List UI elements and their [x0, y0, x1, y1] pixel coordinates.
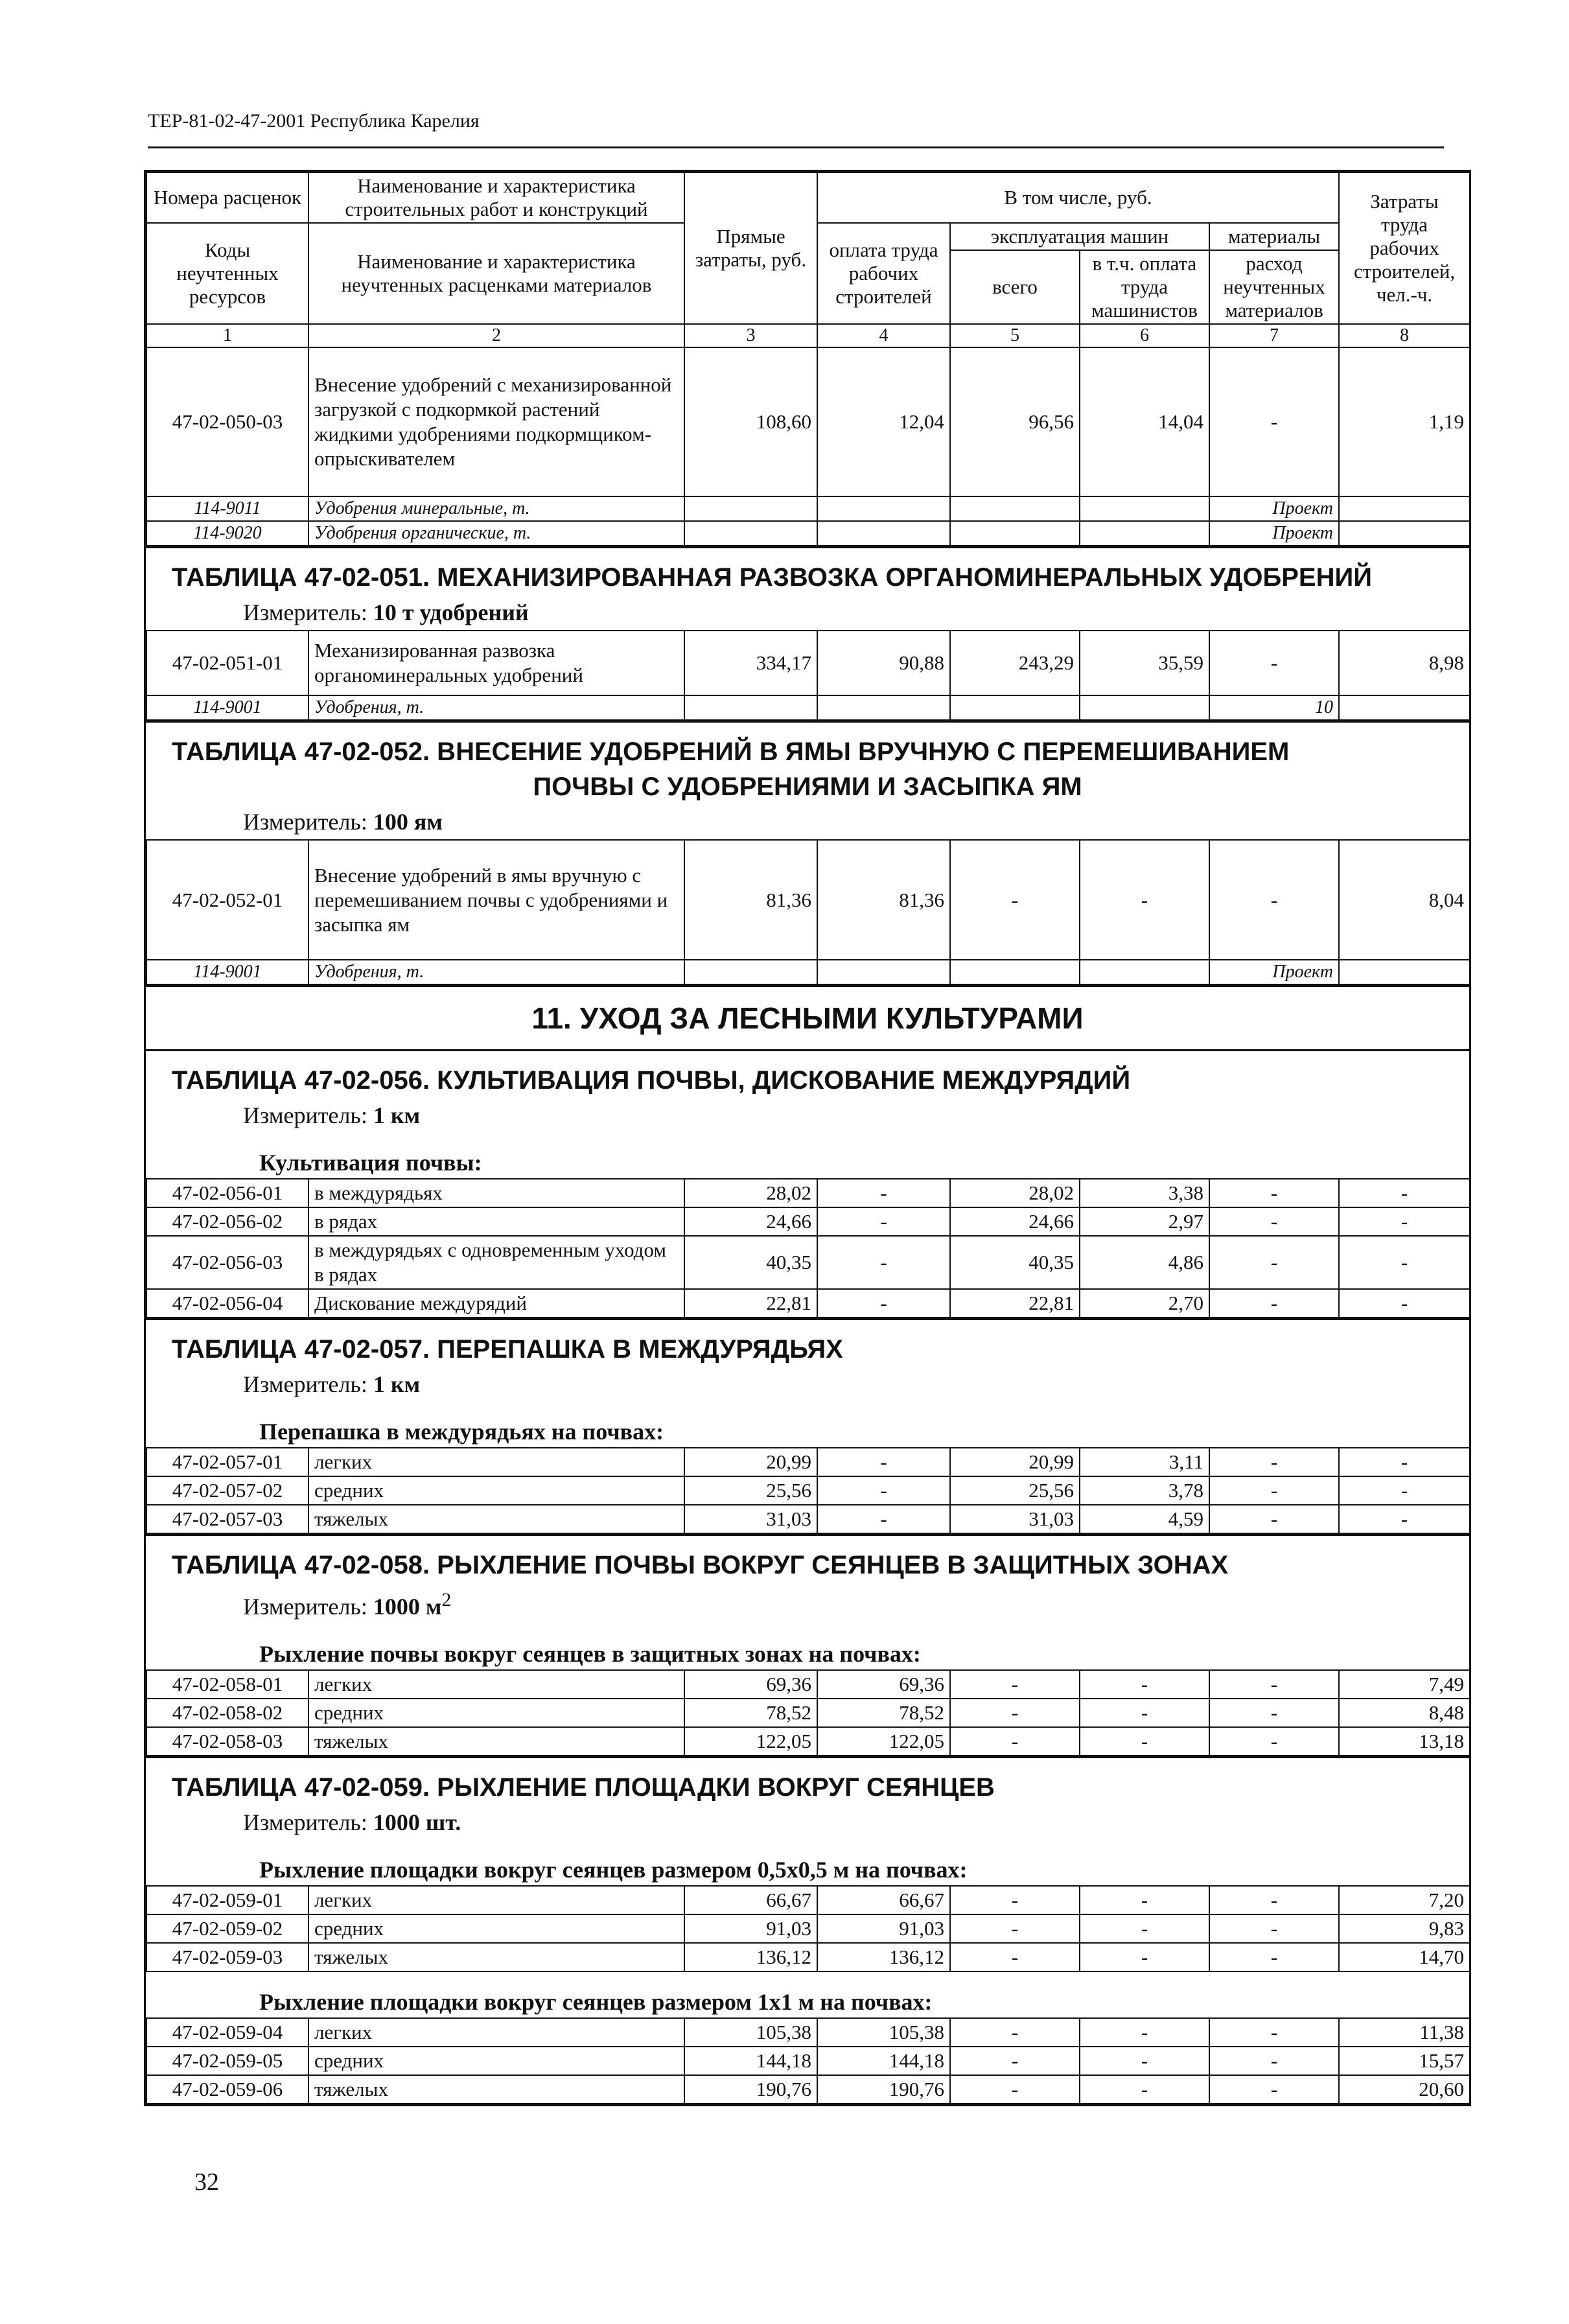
- group-title: Культивация почвы:: [259, 1150, 482, 1176]
- direct-cost: 81,36: [684, 840, 817, 960]
- direct-cost: 190,76: [684, 2075, 817, 2104]
- table-row: [146, 1448, 1470, 1476]
- labor-cost: 1,19: [1339, 347, 1470, 496]
- meter: [146, 595, 1469, 630]
- table-row: [146, 1699, 1470, 1727]
- machines-pay: -: [1080, 1886, 1209, 1914]
- machines-total: 24,66: [950, 1207, 1080, 1236]
- labor-cost: 7,49: [1339, 1670, 1470, 1699]
- rate-code: 47-02-057-03: [146, 1505, 308, 1533]
- machines-total: -: [950, 1943, 1080, 1971]
- labor-pay: 91,03: [817, 1914, 950, 1943]
- direct-cost: 105,38: [684, 2018, 817, 2047]
- machines-pay: 3,38: [1080, 1179, 1209, 1207]
- meter: [146, 1583, 1469, 1624]
- labor-pay: 122,05: [817, 1727, 950, 1756]
- labor-pay: 12,04: [817, 347, 950, 496]
- col-num: 7: [1209, 324, 1339, 347]
- rate-name: средних: [308, 1914, 684, 1943]
- rate-name: тяжелых: [308, 1505, 684, 1533]
- machines-total: 31,03: [950, 1505, 1080, 1533]
- machines-total: -: [950, 840, 1080, 960]
- rate-code: 47-02-056-03: [146, 1236, 308, 1289]
- machines-total: 28,02: [950, 1179, 1080, 1207]
- labor-pay: -: [817, 1505, 950, 1533]
- materials: -: [1209, 1289, 1339, 1318]
- labor-cost: -: [1339, 1476, 1470, 1505]
- direct-cost: 20,99: [684, 1448, 817, 1476]
- rate-code: 47-02-059-04: [146, 2018, 308, 2047]
- meter-value: 1000 шт.: [373, 1809, 461, 1835]
- meter-exponent: 2: [441, 1589, 452, 1610]
- direct-cost: 22,81: [684, 1289, 817, 1318]
- direct-cost: 144,18: [684, 2047, 817, 2075]
- direct-cost: 24,66: [684, 1207, 817, 1236]
- rate-code: 47-02-059-02: [146, 1914, 308, 1943]
- meter-value: 1000 м: [373, 1594, 442, 1620]
- table-row: [146, 840, 1470, 960]
- section-056: [146, 1049, 1469, 1318]
- labor-pay: 66,67: [817, 1886, 950, 1914]
- machines-total: -: [950, 2075, 1080, 2104]
- materials: -: [1209, 1236, 1339, 1289]
- table-title: ТАБЛИЦА 47-02-051. МЕХАНИЗИРОВАННАЯ РАЗВОЗКА ОРГАНОМИНЕРАЛЬНЫХ УДОБРЕНИЙ: [172, 563, 1372, 592]
- labor-pay: 190,76: [817, 2075, 950, 2104]
- machines-pay: -: [1080, 1670, 1209, 1699]
- rates-document: [144, 170, 1471, 2106]
- materials: -: [1209, 1670, 1339, 1699]
- labor-pay: 144,18: [817, 2047, 950, 2075]
- machines-total: 243,29: [950, 631, 1080, 695]
- machines-pay: 2,97: [1080, 1207, 1209, 1236]
- direct-cost: 334,17: [684, 631, 817, 695]
- rate-code: 47-02-057-01: [146, 1448, 308, 1476]
- rate-name: легких: [308, 1886, 684, 1914]
- labor-pay: 136,12: [817, 1943, 950, 1971]
- rate-name: в междурядьях с одновременным уходом в рядах: [308, 1236, 684, 1289]
- col-num: 4: [817, 324, 950, 347]
- section-052: [146, 721, 1469, 985]
- labor-cost: 20,60: [1339, 2075, 1470, 2104]
- table-row: [146, 1289, 1470, 1318]
- resource-code: 114-9011: [146, 496, 308, 521]
- labor-cost: 13,18: [1339, 1727, 1470, 1756]
- materials: -: [1209, 1727, 1339, 1756]
- resource-row: [146, 695, 1470, 720]
- col-header-including: В том числе, руб.: [817, 172, 1339, 223]
- section-059: [146, 1756, 1469, 2104]
- labor-cost: 7,20: [1339, 1886, 1470, 1914]
- rate-name: в междурядьях: [308, 1179, 684, 1207]
- rate-code: 47-02-057-02: [146, 1476, 308, 1505]
- materials: -: [1209, 631, 1339, 695]
- table-title: ТАБЛИЦА 47-02-057. ПЕРЕПАШКА В МЕЖДУРЯДЬЯХ: [172, 1335, 843, 1364]
- labor-pay: -: [817, 1476, 950, 1505]
- resource-row: [146, 960, 1470, 984]
- col-header-labor-pay: оплата труда рабочих строителей: [817, 223, 950, 324]
- labor-cost: 9,83: [1339, 1914, 1470, 1943]
- meter: [146, 1805, 1469, 1840]
- rates-table-051: [146, 630, 1470, 721]
- labor-cost: -: [1339, 1289, 1470, 1318]
- materials: -: [1209, 1505, 1339, 1533]
- col-num: 5: [950, 324, 1080, 347]
- direct-cost: 31,03: [684, 1505, 817, 1533]
- table-row: [146, 1727, 1470, 1756]
- machines-pay: -: [1080, 2075, 1209, 2104]
- materials: -: [1209, 1179, 1339, 1207]
- resource-amount: 10: [1209, 695, 1339, 720]
- rate-code: 47-02-059-05: [146, 2047, 308, 2075]
- direct-cost: 91,03: [684, 1914, 817, 1943]
- col-num: 8: [1339, 324, 1470, 347]
- resource-name: Удобрения минеральные, т.: [308, 496, 684, 521]
- table-row: [146, 2018, 1470, 2047]
- labor-cost: 14,70: [1339, 1943, 1470, 1971]
- resource-row: [146, 521, 1470, 546]
- rate-name: тяжелых: [308, 1727, 684, 1756]
- section-057: [146, 1318, 1469, 1534]
- labor-pay: -: [817, 1448, 950, 1476]
- meter-value: 1 км: [373, 1102, 421, 1128]
- rate-name: легких: [308, 1448, 684, 1476]
- machines-pay: -: [1080, 2018, 1209, 2047]
- table-row: [146, 1886, 1470, 1914]
- meter-value: 100 ям: [373, 809, 443, 835]
- resource-amount: Проект: [1209, 521, 1339, 546]
- machines-pay: 14,04: [1080, 347, 1209, 496]
- rate-name: Механизированная развозка органоминеральных удобрений: [308, 631, 684, 695]
- col-num: 2: [308, 324, 684, 347]
- materials: -: [1209, 2075, 1339, 2104]
- col-header-machines-incl: в т.ч. оплата труда машинистов: [1080, 250, 1209, 324]
- labor-pay: -: [817, 1179, 950, 1207]
- group-title: Рыхление почвы вокруг сеянцев в защитных зонах на почвах:: [259, 1641, 921, 1667]
- materials: -: [1209, 1448, 1339, 1476]
- rate-code: 47-02-050-03: [146, 347, 308, 496]
- machines-pay: -: [1080, 1914, 1209, 1943]
- machines-total: -: [950, 2018, 1080, 2047]
- col-header-direct: Прямые затраты, руб.: [684, 172, 817, 324]
- labor-pay: 69,36: [817, 1670, 950, 1699]
- machines-total: 96,56: [950, 347, 1080, 496]
- section-051: [146, 546, 1469, 721]
- document-header: ТЕР-81-02-47-2001 Республика Карелия: [148, 110, 480, 132]
- resource-code: 114-9020: [146, 521, 308, 546]
- meter-value: 1 км: [373, 1371, 421, 1397]
- labor-cost: -: [1339, 1448, 1470, 1476]
- chapter-title: 11. УХОД ЗА ЛЕСНЫМИ КУЛЬТУРАМИ: [531, 1001, 1084, 1035]
- col-header-machines-total: всего: [950, 250, 1080, 324]
- direct-cost: 25,56: [684, 1476, 817, 1505]
- materials: -: [1209, 1886, 1339, 1914]
- machines-pay: -: [1080, 1699, 1209, 1727]
- direct-cost: 28,02: [684, 1179, 817, 1207]
- rate-code: 47-02-059-03: [146, 1943, 308, 1971]
- resource-name: Удобрения органические, т.: [308, 521, 684, 546]
- labor-pay: 78,52: [817, 1699, 950, 1727]
- col-header-machines: эксплуатация машин: [950, 223, 1209, 250]
- col-header-name-sub: Наименование и характеристика неучтенных расценками материалов: [308, 223, 684, 324]
- machines-total: -: [950, 2047, 1080, 2075]
- rates-table-057: [146, 1447, 1470, 1534]
- machines-pay: 35,59: [1080, 631, 1209, 695]
- table-row: [146, 1236, 1470, 1289]
- col-num: 1: [146, 324, 308, 347]
- labor-cost: -: [1339, 1179, 1470, 1207]
- col-num: 3: [684, 324, 817, 347]
- machines-total: -: [950, 1727, 1080, 1756]
- rates-table-059-b: [146, 2017, 1470, 2104]
- table-title: ТАБЛИЦА 47-02-052. ВНЕСЕНИЕ УДОБРЕНИЙ В ЯМЫ ВРУЧНУЮ С ПЕРЕМЕШИВАНИЕМ: [172, 738, 1290, 766]
- machines-total: -: [950, 1670, 1080, 1699]
- materials: -: [1209, 1699, 1339, 1727]
- labor-cost: -: [1339, 1207, 1470, 1236]
- labor-cost: -: [1339, 1236, 1470, 1289]
- rate-code: 47-02-059-06: [146, 2075, 308, 2104]
- rate-name: тяжелых: [308, 2075, 684, 2104]
- direct-cost: 78,52: [684, 1699, 817, 1727]
- section-050: [146, 172, 1469, 546]
- table-title-cont: ПОЧВЫ С УДОБРЕНИЯМИ И ЗАСЫПКА ЯМ: [533, 773, 1082, 801]
- rate-code: 47-02-056-01: [146, 1179, 308, 1207]
- machines-pay: 3,11: [1080, 1448, 1209, 1476]
- machines-pay: 4,59: [1080, 1505, 1209, 1533]
- resource-name: Удобрения, т.: [308, 960, 684, 984]
- section-058: [146, 1534, 1469, 1756]
- direct-cost: 108,60: [684, 347, 817, 496]
- direct-cost: 136,12: [684, 1943, 817, 1971]
- materials: -: [1209, 1476, 1339, 1505]
- rate-code: 47-02-059-01: [146, 1886, 308, 1914]
- machines-total: -: [950, 1886, 1080, 1914]
- meter-label: Измеритель:: [243, 599, 367, 625]
- direct-cost: 122,05: [684, 1727, 817, 1756]
- rates-table-058: [146, 1669, 1470, 1756]
- rate-code: 47-02-058-03: [146, 1727, 308, 1756]
- table-row: [146, 1505, 1470, 1533]
- col-num: 6: [1080, 324, 1209, 347]
- col-header-name: Наименование и характеристика строительных работ и конструкций: [308, 172, 684, 223]
- table-row: [146, 1670, 1470, 1699]
- table-title: ТАБЛИЦА 47-02-056. КУЛЬТИВАЦИЯ ПОЧВЫ, ДИСКОВАНИЕ МЕЖДУРЯДИЙ: [172, 1066, 1131, 1095]
- machines-pay: -: [1080, 2047, 1209, 2075]
- col-header-codes: Номера расценок: [146, 172, 308, 223]
- col-header-codes-sub: Коды неучтенных ресурсов: [146, 223, 308, 324]
- rate-name: Внесение удобрений в ямы вручную с перемешиванием почвы с удобрениями и засыпка ям: [308, 840, 684, 960]
- rate-code: 47-02-051-01: [146, 631, 308, 695]
- page-number: 32: [194, 2168, 219, 2196]
- materials: -: [1209, 347, 1339, 496]
- direct-cost: 40,35: [684, 1236, 817, 1289]
- labor-pay: 105,38: [817, 2018, 950, 2047]
- table-row: [146, 1207, 1470, 1236]
- resource-amount: Проект: [1209, 496, 1339, 521]
- machines-pay: 4,86: [1080, 1236, 1209, 1289]
- direct-cost: 69,36: [684, 1670, 817, 1699]
- table-row: [146, 347, 1470, 496]
- machines-total: -: [950, 1914, 1080, 1943]
- table-row: [146, 1914, 1470, 1943]
- labor-cost: -: [1339, 1505, 1470, 1533]
- rate-code: 47-02-058-01: [146, 1670, 308, 1699]
- table-row: [146, 2075, 1470, 2104]
- machines-pay: -: [1080, 1727, 1209, 1756]
- table-row: [146, 1943, 1470, 1971]
- materials: -: [1209, 1914, 1339, 1943]
- rate-name: легких: [308, 2018, 684, 2047]
- meter: [146, 1098, 1469, 1133]
- header-table: [146, 172, 1470, 546]
- machines-total: 20,99: [950, 1448, 1080, 1476]
- meter-value: 10 т удобрений: [373, 599, 529, 625]
- rate-code: 47-02-056-02: [146, 1207, 308, 1236]
- table-row: [146, 1476, 1470, 1505]
- col-header-materials: материалы: [1209, 223, 1339, 250]
- meter-label: Измеритель:: [243, 1102, 367, 1128]
- rate-name: средних: [308, 1476, 684, 1505]
- labor-pay: 81,36: [817, 840, 950, 960]
- meter: [146, 804, 1469, 839]
- meter: [146, 1367, 1469, 1402]
- labor-pay: -: [817, 1289, 950, 1318]
- rates-table-056: [146, 1178, 1470, 1318]
- chapter-11: [146, 985, 1469, 1049]
- rate-name: Дискование междурядий: [308, 1289, 684, 1318]
- rate-name: средних: [308, 1699, 684, 1727]
- group-title: Рыхление площадки вокруг сеянцев размером 1х1 м на почвах:: [259, 1989, 933, 2015]
- header-rule: [148, 146, 1444, 148]
- rate-name: Внесение удобрений с механизированной загрузкой с подкормкой растений жидкими удобрениями подкормщиком-опрыскивателем: [308, 347, 684, 496]
- table-row: [146, 1179, 1470, 1207]
- machines-pay: 3,78: [1080, 1476, 1209, 1505]
- resource-code: 114-9001: [146, 695, 308, 720]
- rate-code: 47-02-052-01: [146, 840, 308, 960]
- meter-label: Измеритель:: [243, 809, 367, 835]
- machines-total: 25,56: [950, 1476, 1080, 1505]
- machines-pay: -: [1080, 1943, 1209, 1971]
- rates-table-052: [146, 839, 1470, 985]
- labor-cost: 11,38: [1339, 2018, 1470, 2047]
- col-header-materials-sub: расход неучтенных материалов: [1209, 250, 1339, 324]
- resource-name: Удобрения, т.: [308, 695, 684, 720]
- meter-label: Измеритель:: [243, 1594, 367, 1620]
- table-row: [146, 631, 1470, 695]
- materials: -: [1209, 2018, 1339, 2047]
- rate-name: тяжелых: [308, 1943, 684, 1971]
- labor-pay: -: [817, 1236, 950, 1289]
- col-header-labor-cost: Затраты труда рабочих строителей, чел.-ч.: [1339, 172, 1470, 324]
- rate-code: 47-02-056-04: [146, 1289, 308, 1318]
- table-title: ТАБЛИЦА 47-02-058. РЫХЛЕНИЕ ПОЧВЫ ВОКРУГ СЕЯНЦЕВ В ЗАЩИТНЫХ ЗОНАХ: [172, 1551, 1229, 1579]
- labor-pay: 90,88: [817, 631, 950, 695]
- table-title: ТАБЛИЦА 47-02-059. РЫХЛЕНИЕ ПЛОЩАДКИ ВОКРУГ СЕЯНЦЕВ: [172, 1773, 995, 1802]
- labor-cost: 8,98: [1339, 631, 1470, 695]
- labor-cost: 15,57: [1339, 2047, 1470, 2075]
- rates-table-059-a: [146, 1885, 1470, 1972]
- materials: -: [1209, 840, 1339, 960]
- machines-total: 40,35: [950, 1236, 1080, 1289]
- rate-code: 47-02-058-02: [146, 1699, 308, 1727]
- group-title: Рыхление площадки вокруг сеянцев размером 0,5х0,5 м на почвах:: [259, 1857, 968, 1883]
- rate-name: средних: [308, 2047, 684, 2075]
- labor-cost: 8,48: [1339, 1699, 1470, 1727]
- machines-pay: 2,70: [1080, 1289, 1209, 1318]
- machines-pay: -: [1080, 840, 1209, 960]
- rate-name: в рядах: [308, 1207, 684, 1236]
- resource-amount: Проект: [1209, 960, 1339, 984]
- labor-cost: 8,04: [1339, 840, 1470, 960]
- group-title: Перепашка в междурядьях на почвах:: [259, 1419, 664, 1445]
- resource-row: [146, 496, 1470, 521]
- materials: -: [1209, 1943, 1339, 1971]
- rate-name: легких: [308, 1670, 684, 1699]
- machines-total: -: [950, 1699, 1080, 1727]
- direct-cost: 66,67: [684, 1886, 817, 1914]
- table-row: [146, 2047, 1470, 2075]
- meter-label: Измеритель:: [243, 1809, 367, 1835]
- labor-pay: -: [817, 1207, 950, 1236]
- materials: -: [1209, 1207, 1339, 1236]
- machines-total: 22,81: [950, 1289, 1080, 1318]
- materials: -: [1209, 2047, 1339, 2075]
- meter-label: Измеритель:: [243, 1371, 367, 1397]
- resource-code: 114-9001: [146, 960, 308, 984]
